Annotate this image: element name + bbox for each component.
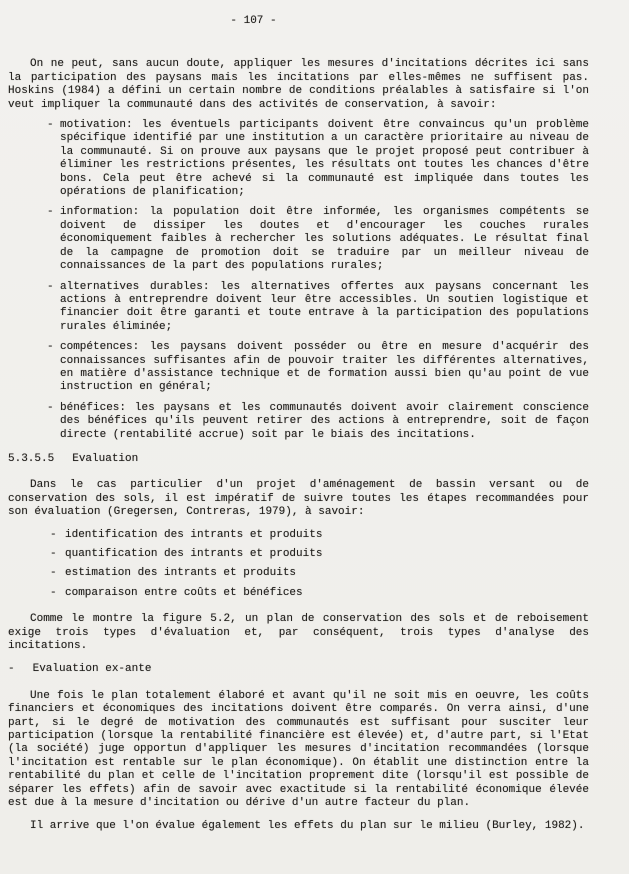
step-item — [8, 548, 589, 561]
condition-text: bénéfices: les paysans et les communautés doivent avoir clairement conscience des bénéfices qu'ils peuvent retirer des actions à entreprendre, soit de façon directe (rentabilité accrue) soit par le biais des incitations. — [60, 401, 589, 441]
condition-item-alternatives — [8, 281, 589, 335]
dash-bullet: - — [50, 586, 57, 599]
ex-ante-title: Evaluation ex-ante — [32, 663, 152, 676]
condition-text: motivation: les éventuels participants doivent être convaincus qu'un problème spécifique identifié par une institution a un caractère prioritaire au niveau de la communauté. Si on prouve aux paysans que le projet proposé peut contribuer à éliminer les restrictions présentes, les résultats ont toutes les chances d'être bons. Cela peut être achevé si la communauté est impliquée dans toutes les opérations de planification; — [60, 119, 589, 199]
dash-bullet: - — [47, 119, 54, 132]
condition-item-benefices — [8, 402, 589, 442]
dash-bullet: - — [47, 341, 54, 354]
ex-ante-paragraph: Une fois le plan totalement élaboré et avant qu'il ne soit mis en oeuvre, les coûts financiers et économiques des incitations doivent être comparés. On verra ainsi, d'une part, si le degré de motivation des communautés est suffisant pour susciter leur participation (lorsque la rentabilité financière est élevée) et, d'autre part, si l'Etat (la société) juge opportun d'appliquer les mesures d'incitation recommandées (lorsque l'incitation est rentable sur le plan économique). On établit une distinction entre la rentabilité du plan et celle de l'incitation proprement dite (lorsqu'il est possible de séparer les effets) afin de savoir avec exactitude si la rentabilité économique élevée est due à la mesure d'incitation ou dérive d'un autre facteur du plan. — [8, 689, 589, 810]
section-heading — [8, 453, 589, 466]
page-number: - 107 - — [230, 15, 277, 27]
figure-note-paragraph: Comme le montre la figure 5.2, un plan de conservation des sols et de reboisement exige trois types d'évaluation et, par conséquent, trois types d'analyse des incitations. — [8, 613, 589, 653]
ex-ante-heading — [8, 663, 589, 676]
step-text: quantification des intrants et produits — [65, 548, 323, 560]
condition-item-information — [8, 206, 589, 273]
dash-bullet: - — [50, 528, 57, 541]
intro-paragraph: On ne peut, sans aucun doute, appliquer les mesures d'incitations décrites ici sans la participation des paysans mais les incitations par elles-mêmes ne suffisent pas. Hoskins (1984) a défini un certain nombre de conditions préalables à satisfaire si l'on veut impliquer la communauté dans des activités de conservation, à savoir: — [8, 58, 589, 111]
evaluation-intro-paragraph: Dans le cas particulier d'un projet d'aménagement de bassin versant ou de conservation des sols, il est impératif de suivre toutes les étapes recommandées pour son évaluation (Gregersen, Contreras, 1979), à savoir: — [8, 479, 589, 519]
condition-item-competences — [8, 341, 589, 395]
step-text: identification des intrants et produits — [65, 528, 323, 541]
dash-bullet: - — [47, 280, 54, 293]
dash-bullet: - — [47, 206, 54, 219]
step-item — [8, 529, 589, 542]
section-title: Evaluation — [72, 452, 139, 465]
section-number: 5.3.5.5 — [8, 452, 55, 465]
condition-text: compétences: les paysans doivent posséder ou être en mesure d'acquérir des connaissances suffisantes afin de pouvoir traiter les différentes alternatives, en matière d'assistance technique et de formation aussi bien qu'au point de vue instruction en général; — [60, 341, 589, 394]
step-text: comparaison entre coûts et bénéfices — [65, 586, 303, 599]
condition-text: alternatives durables: les alternatives offertes aux paysans concernant les actions à entreprendre doivent leur être accessibles. Un soutien logistique et financier doit être garanti et toute entrave à la participation des populations rurales éliminée; — [60, 280, 589, 333]
condition-text: information: la population doit être informée, les organismes compétents se doivent de dissiper les doutes et d'encourager les couches rurales économiquement faibles à rechercher les solutions adéquates. Le résultat final de la campagne de promotion doit se traduire par un meilleur niveau de connaissances de la part des populations rurales; — [60, 206, 589, 273]
dash-bullet: - — [8, 663, 15, 676]
evaluation-steps-list — [8, 529, 589, 601]
step-item — [8, 587, 589, 600]
step-item — [8, 567, 589, 580]
dash-bullet: - — [47, 401, 54, 414]
condition-item-motivation — [8, 119, 589, 199]
closing-paragraph: Il arrive que l'on évalue également les effets du plan sur le milieu (Burley, 1982). — [30, 819, 585, 832]
conditions-list — [8, 119, 589, 442]
step-text: estimation des intrants et produits — [65, 567, 297, 580]
dash-bullet: - — [50, 548, 57, 560]
dash-bullet: - — [50, 567, 57, 580]
